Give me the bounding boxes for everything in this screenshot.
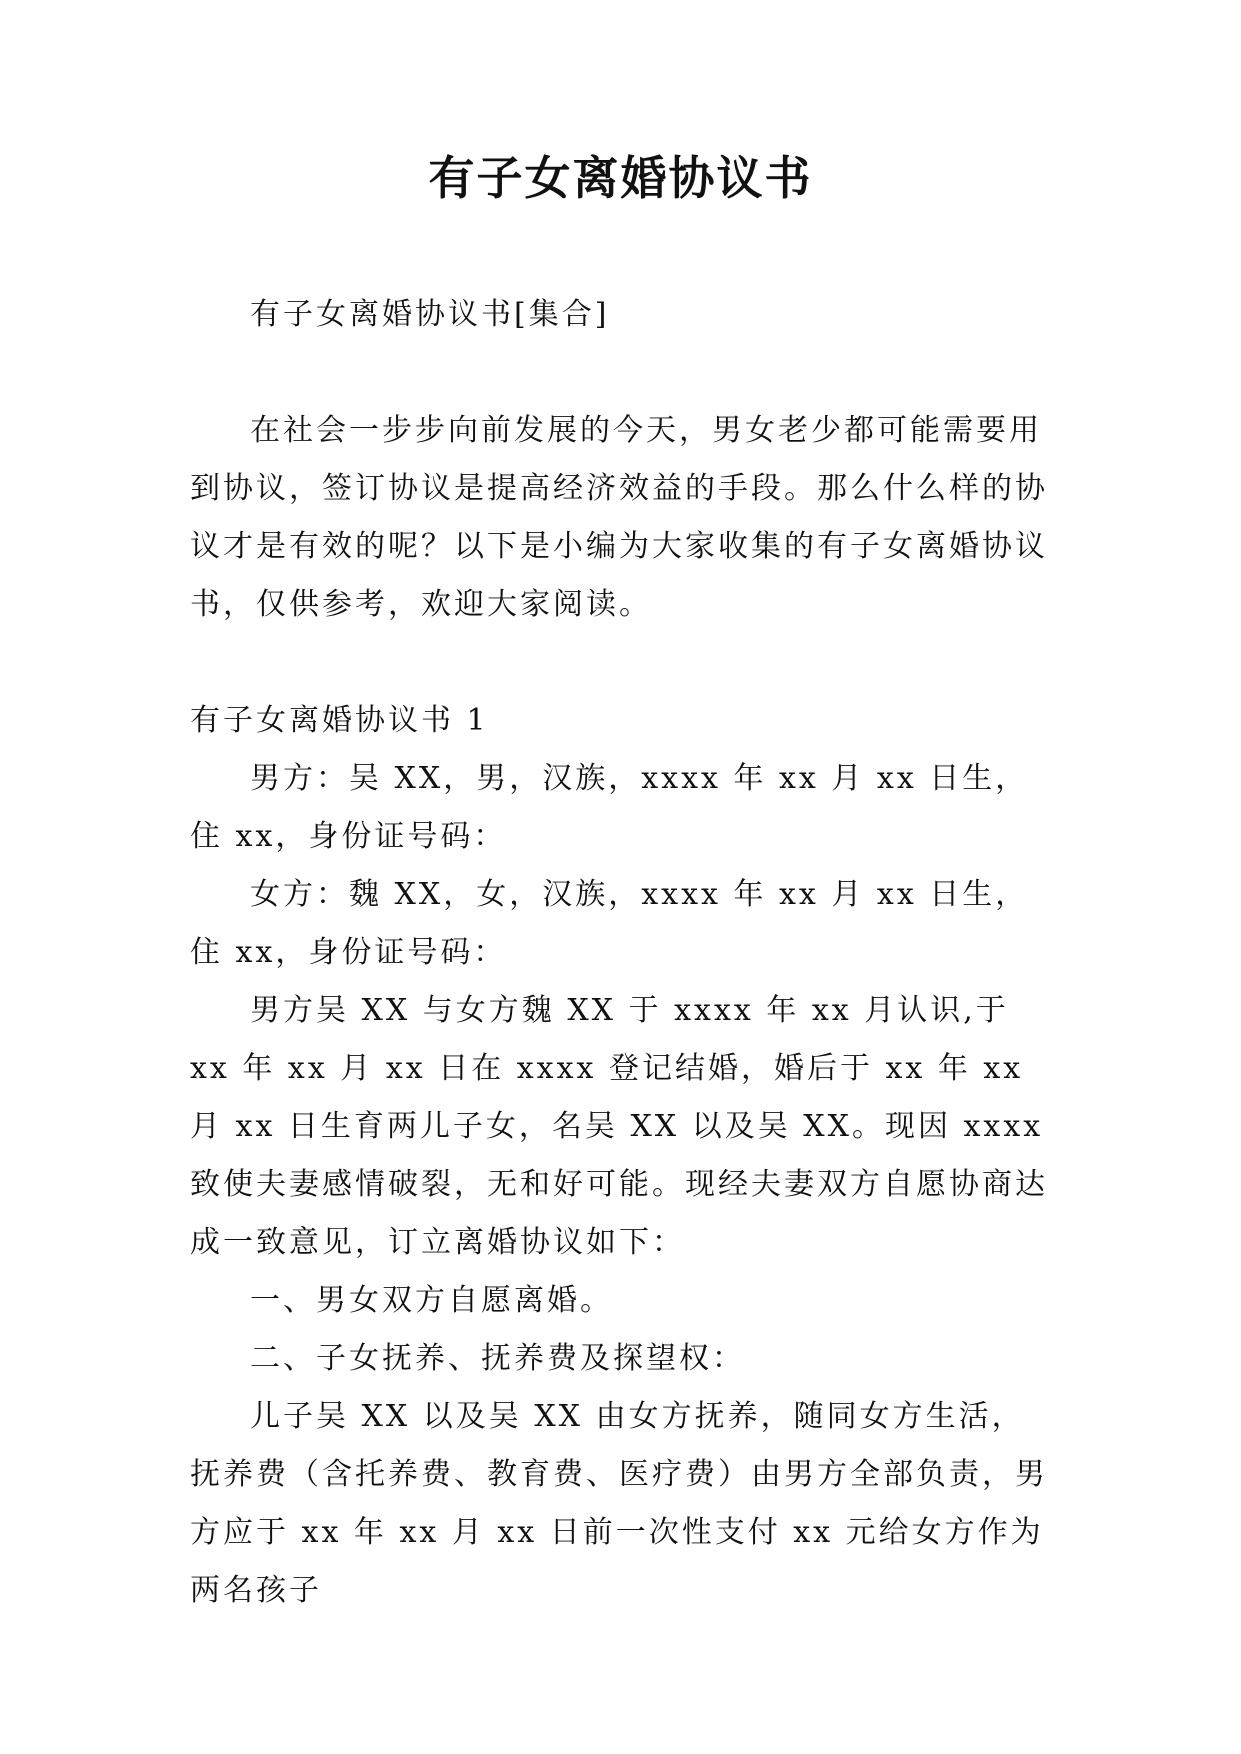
paragraph-child-support: 儿子吴 XX 以及吴 XX 由女方抚养，随同女方生活，抚养费（含托养费、教育费、医疗费）由男方全部负责，男方应于 xx 年 xx 月 xx 日前一次性支付 xx 元给女方作为两名孩子 — [190, 1399, 1048, 1608]
paragraph-female-party: 女方：魏 XX，女，汉族，xxxx 年 xx 月 xx 日生，住 xx，身份证号码： — [190, 877, 1029, 970]
intro-paragraph: 在社会一步步向前发展的今天，男女老少都可能需要用到协议，签订协议是提高经济效益的手段。那么什么样的协议才是有效的呢？以下是小编为大家收集的有子女离婚协议书，仅供参考，欢迎大家阅读。 — [190, 413, 1048, 622]
paragraph-marriage-facts: 男方吴 XX 与女方魏 XX 于 xxxx 年 xx 月认识,于 xx 年 xx 月 xx 日在 xxxx 登记结婚，婚后于 xx 年 xx 月 xx 日生育两儿子女，名吴 XX 以及吴 XX。现因 xxxx 致使夫妻感情破裂，无和好可能。现经夫妻双方自愿协商达成一致意见，订立离婚协议如下： — [190, 993, 1048, 1260]
paragraph-clause-1: 一、男女双方自愿离婚。 — [250, 1283, 613, 1318]
paragraph-male-party: 男方：吴 XX，男，汉族，xxxx 年 xx 月 xx 日生，住 xx，身份证号码： — [190, 761, 1029, 854]
document-subtitle: 有子女离婚协议书[集合] — [250, 297, 610, 332]
paragraph-clause-2: 二、子女抚养、抚养费及探望权： — [250, 1341, 745, 1376]
document-title: 有子女离婚协议书 — [428, 151, 813, 205]
section-heading: 有子女离婚协议书 1 — [190, 703, 489, 738]
document-body — [190, 286, 1052, 1620]
